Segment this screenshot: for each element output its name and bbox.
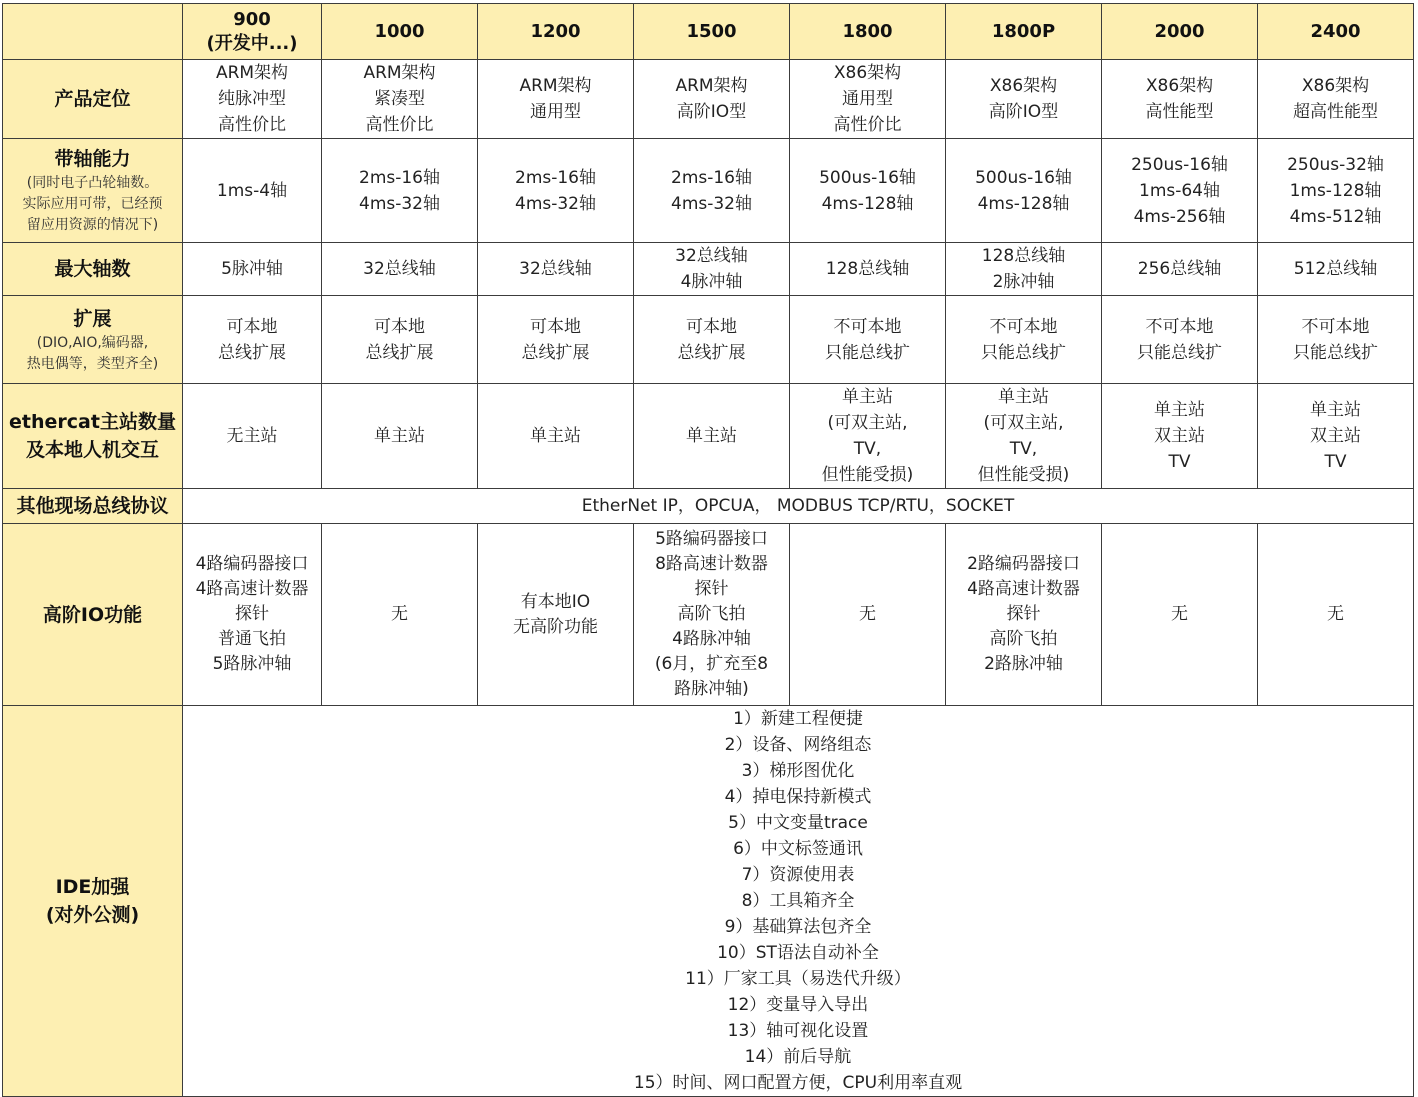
table-cell <box>634 139 790 243</box>
text-line: 5）中文变量trace <box>728 813 868 833</box>
row-expansion <box>3 296 1414 384</box>
table-cell <box>1258 139 1414 243</box>
text-line: 4ms-32轴 <box>359 193 440 214</box>
text-line: 32总线轴 <box>363 259 436 279</box>
text-line: 10）ST语法自动补全 <box>717 943 879 963</box>
text-line: 高阶IO型 <box>676 102 747 122</box>
text-line: 总线扩展 <box>521 342 590 363</box>
text-line: 15）时间、网口配置方便，CPU利用率直观 <box>633 1073 963 1093</box>
text-line: 有本地IO <box>520 591 591 612</box>
text-line: 不可本地 <box>1145 316 1214 337</box>
text-line: 高性价比 <box>365 115 434 135</box>
text-line: 2000 <box>1154 20 1205 42</box>
text-line: 250us-32轴 <box>1287 154 1384 175</box>
table-cell <box>322 139 478 243</box>
text-line: 探针 <box>1006 604 1041 624</box>
table-cell <box>1102 384 1258 489</box>
text-line: IDE加强 <box>55 876 130 898</box>
table-cell <box>183 384 322 489</box>
text-line: 单主站 <box>842 387 893 407</box>
corner-cell <box>3 4 183 60</box>
text-line: ARM架构 <box>215 63 289 83</box>
text-line: 其他现场总线协议 <box>16 495 169 517</box>
table-cell <box>634 384 790 489</box>
table-cell <box>1102 60 1258 139</box>
table-cell <box>946 243 1102 296</box>
text-line: 只能总线扩 <box>981 342 1066 363</box>
table-cell <box>1102 296 1258 384</box>
text-line: 普通飞拍 <box>218 629 286 649</box>
text-line: 单主站 <box>530 426 581 446</box>
text-line: 1000 <box>374 20 425 42</box>
text-line: (可双主站, <box>983 413 1064 433</box>
text-line: 可本地 <box>374 316 425 337</box>
text-line: 250us-16轴 <box>1131 154 1228 175</box>
text-line: 2ms-16轴 <box>671 167 752 188</box>
text-line: 留应用资源的情况下) <box>26 217 159 233</box>
text-line: 2ms-16轴 <box>515 167 596 188</box>
text-line: 4路编码器接口 <box>195 554 309 574</box>
fieldbus-protocols: EtherNet IP，OPCUA， MODBUS TCP/RTU，SOCKET <box>183 489 1414 524</box>
text-line: (可双主站, <box>827 413 908 433</box>
text-line: 500us-16轴 <box>975 167 1072 188</box>
table-cell <box>183 296 322 384</box>
text-line: 1）新建工程便捷 <box>733 709 863 729</box>
text-line: 及本地人机交互 <box>25 439 159 461</box>
text-line: 2路脉冲轴 <box>984 654 1063 674</box>
table-cell <box>634 524 790 706</box>
text-line: X86架构 <box>1301 76 1370 96</box>
text-line: 3）梯形图优化 <box>741 761 855 781</box>
table-cell <box>1258 243 1414 296</box>
text-line: 无 <box>1327 604 1344 624</box>
text-line: 13）轴可视化设置 <box>727 1021 869 1041</box>
text-line: 512总线轴 <box>1293 259 1378 279</box>
text-line: 无 <box>391 604 408 624</box>
text-line: (6月，扩充至8 <box>654 654 769 674</box>
text-line: 最大轴数 <box>54 258 131 280</box>
text-line: (同时电子凸轮轴数。 <box>26 175 159 191</box>
row-header <box>3 524 183 706</box>
text-line: 128总线轴 <box>981 246 1066 266</box>
text-line: (开发中...) <box>206 32 298 54</box>
text-line: 不可本地 <box>989 316 1058 337</box>
text-line: 无 <box>859 604 876 624</box>
text-line: 14）前后导航 <box>744 1047 852 1067</box>
text-line: 4路高速计数器 <box>195 579 309 599</box>
table-cell <box>634 60 790 139</box>
table-cell <box>478 296 634 384</box>
row-ide <box>3 706 1414 1097</box>
text-line: 2ms-16轴 <box>359 167 440 188</box>
column-header <box>946 4 1102 60</box>
text-line: 4ms-256轴 <box>1133 206 1226 227</box>
table-cell <box>322 384 478 489</box>
text-line: 128总线轴 <box>825 259 910 279</box>
text-line: 4）掉电保持新模式 <box>724 787 872 807</box>
text-line: 扩展 <box>73 307 112 330</box>
text-line: 可本地 <box>686 316 737 337</box>
row-header <box>3 489 183 524</box>
table-cell <box>946 139 1102 243</box>
table-cell <box>790 139 946 243</box>
text-line: ARM架构 <box>519 76 592 96</box>
text-line: 高阶IO功能 <box>42 603 143 626</box>
text-line: 只能总线扩 <box>1137 342 1222 363</box>
ide-features-list <box>183 706 1414 1097</box>
text-line: 单主站 <box>1310 400 1361 420</box>
text-line: X86架构 <box>1145 76 1214 96</box>
text-line: 4ms-128轴 <box>977 193 1070 214</box>
text-line: 单主站 <box>686 426 737 446</box>
table-cell <box>1258 384 1414 489</box>
row-ethercat-master <box>3 384 1414 489</box>
text-line: ARM架构 <box>675 76 748 96</box>
text-line: 7）资源使用表 <box>741 865 855 885</box>
row-advanced-io <box>3 524 1414 706</box>
text-line: 4ms-128轴 <box>821 193 914 214</box>
text-line: 单主站 <box>1154 400 1205 420</box>
table-cell <box>183 60 322 139</box>
text-line: 无高阶功能 <box>513 616 598 637</box>
text-line: 5脉冲轴 <box>221 259 283 279</box>
table-cell <box>946 524 1102 706</box>
text-line: 但性能受损) <box>821 465 914 485</box>
text-line: 高性价比 <box>833 115 902 135</box>
text-line: 实际应用可带，已经预 <box>22 196 163 212</box>
column-header <box>183 4 322 60</box>
text-line: 2400 <box>1310 20 1361 42</box>
column-header <box>790 4 946 60</box>
table-cell <box>634 296 790 384</box>
row-header <box>3 384 183 489</box>
table-cell <box>478 60 634 139</box>
text-line: 探针 <box>235 604 269 624</box>
text-line: 4ms-32轴 <box>515 193 596 214</box>
text-line: TV, <box>1009 439 1038 459</box>
table-cell <box>478 384 634 489</box>
table-cell <box>790 384 946 489</box>
text-line: TV, <box>853 439 882 459</box>
header-row <box>3 4 1414 60</box>
text-line: 探针 <box>694 579 729 599</box>
text-line: 双主站 <box>1154 426 1205 446</box>
text-line: 双主站 <box>1310 426 1361 446</box>
text-line: 1800 <box>842 20 893 42</box>
text-line: 总线扩展 <box>218 342 286 363</box>
table-cell <box>1102 243 1258 296</box>
text-line: 2）设备、网络组态 <box>724 735 872 755</box>
text-line: 通用型 <box>530 102 581 122</box>
table-cell <box>1102 139 1258 243</box>
text-line: 通用型 <box>842 89 893 109</box>
text-line: (对外公测) <box>45 904 140 926</box>
text-line: 热电偶等，类型齐全) <box>26 355 159 372</box>
text-line: 1ms-128轴 <box>1289 180 1382 201</box>
column-header <box>322 4 478 60</box>
column-header <box>478 4 634 60</box>
text-line: 8）工具箱齐全 <box>741 891 855 911</box>
column-header <box>634 4 790 60</box>
text-line: 可本地 <box>226 316 278 337</box>
text-line: 不可本地 <box>1301 316 1370 337</box>
text-line: X86架构 <box>833 63 902 83</box>
row-header <box>3 139 183 243</box>
text-line: TV <box>1168 452 1191 472</box>
text-line: 11）厂家工具（易迭代升级） <box>685 969 911 989</box>
row-fieldbus <box>3 489 1414 524</box>
table-cell <box>946 296 1102 384</box>
text-line: 不可本地 <box>833 316 902 337</box>
text-line: 单主站 <box>998 387 1049 407</box>
table-cell <box>1258 296 1414 384</box>
text-line: 1200 <box>530 20 581 42</box>
row-header <box>3 60 183 139</box>
text-line: 超高性能型 <box>1293 102 1378 122</box>
text-line: 2脉冲轴 <box>992 272 1055 292</box>
text-line: 256总线轴 <box>1137 259 1222 279</box>
table-cell <box>322 296 478 384</box>
text-line: 带轴能力 <box>54 148 131 170</box>
text-line: 但性能受损) <box>977 465 1070 485</box>
table-cell <box>790 524 946 706</box>
text-line: ARM架构 <box>363 63 436 83</box>
column-header <box>1258 4 1414 60</box>
row-header <box>3 296 183 384</box>
text-line: X86架构 <box>989 76 1058 96</box>
text-line: TV <box>1324 452 1347 472</box>
table-cell <box>634 243 790 296</box>
table-cell <box>1258 524 1414 706</box>
table-cell <box>790 60 946 139</box>
text-line: 12）变量导入导出 <box>727 995 869 1015</box>
text-line: 2路编码器接口 <box>967 554 1080 574</box>
table-cell <box>478 524 634 706</box>
text-line: 4ms-32轴 <box>671 193 752 214</box>
text-line: 高性价比 <box>218 115 286 135</box>
text-line: 1ms-64轴 <box>1139 180 1220 201</box>
row-positioning <box>3 60 1414 139</box>
row-axis-capability <box>3 139 1414 243</box>
text-line: 32总线轴 <box>519 259 592 279</box>
text-line: 4路脉冲轴 <box>672 629 751 649</box>
text-line: 高阶IO型 <box>988 102 1059 122</box>
text-line: 1500 <box>686 20 737 42</box>
table-cell <box>1102 524 1258 706</box>
row-header <box>3 706 183 1097</box>
text-line: 9）基础算法包齐全 <box>724 917 872 937</box>
row-header <box>3 243 183 296</box>
text-line: 1800P <box>991 20 1056 42</box>
text-line: 高阶飞拍 <box>989 629 1058 649</box>
table-cell <box>322 243 478 296</box>
text-line: 无 <box>1171 604 1188 624</box>
row-max-axes <box>3 243 1414 296</box>
text-line: 1ms-4轴 <box>216 180 288 201</box>
text-line: 紧凑型 <box>374 89 425 109</box>
text-line: 只能总线扩 <box>825 342 910 363</box>
text-line: 路脉冲轴) <box>674 679 749 699</box>
text-line: 可本地 <box>530 316 581 337</box>
text-line: 纯脉冲型 <box>218 89 286 109</box>
comparison-table <box>2 3 1414 1097</box>
table-cell <box>790 243 946 296</box>
text-line: 5路编码器接口 <box>655 529 768 549</box>
column-header <box>1102 4 1258 60</box>
text-line: (DIO,AIO,编码器, <box>36 334 149 351</box>
table-cell <box>183 139 322 243</box>
text-line: 产品定位 <box>54 88 131 110</box>
text-line: 总线扩展 <box>365 342 434 363</box>
table-cell <box>946 60 1102 139</box>
text-line: 无主站 <box>226 426 278 446</box>
table-cell <box>1258 60 1414 139</box>
table-cell <box>478 243 634 296</box>
text-line: 4路高速计数器 <box>967 579 1080 599</box>
text-line: 高阶飞拍 <box>677 604 746 624</box>
table-cell <box>790 296 946 384</box>
table-cell <box>322 60 478 139</box>
text-line: 5路脉冲轴 <box>212 654 292 674</box>
text-line: 总线扩展 <box>677 342 746 363</box>
text-line: 8路高速计数器 <box>655 554 768 574</box>
text-line: 4ms-512轴 <box>1289 206 1382 227</box>
table-cell <box>183 524 322 706</box>
text-line: 32总线轴 <box>675 246 748 266</box>
table-cell <box>478 139 634 243</box>
table-cell <box>183 243 322 296</box>
text-line: 4脉冲轴 <box>680 272 743 292</box>
text-line: ethercat主站数量 <box>9 411 176 433</box>
text-line: 只能总线扩 <box>1293 342 1378 363</box>
text-line: 6）中文标签通讯 <box>733 839 863 859</box>
text-line: 500us-16轴 <box>819 167 916 188</box>
text-line: 高性能型 <box>1145 102 1214 122</box>
table-cell <box>946 384 1102 489</box>
text-line: 单主站 <box>374 426 425 446</box>
text-line: 900 <box>233 8 271 30</box>
table-cell <box>322 524 478 706</box>
